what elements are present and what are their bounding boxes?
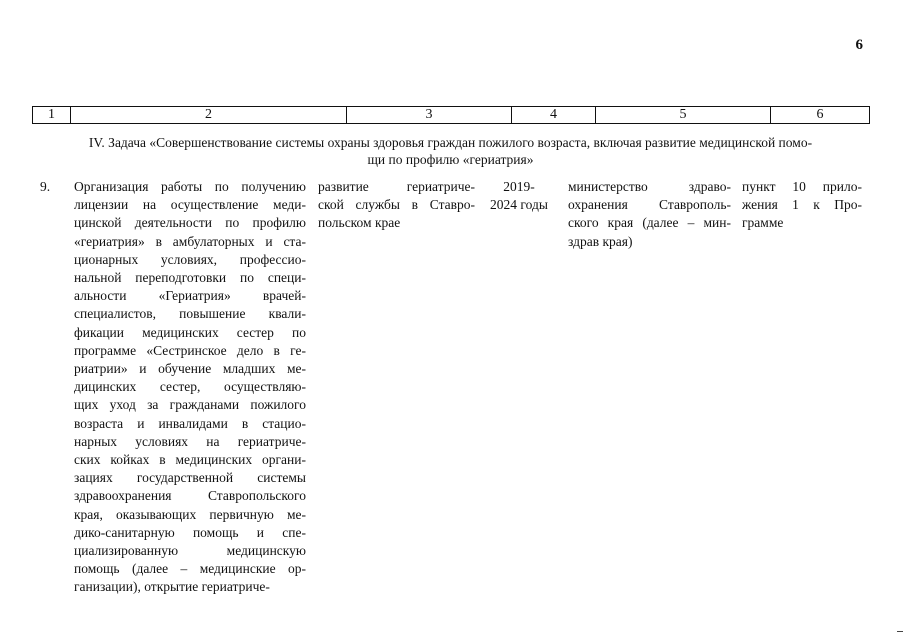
result-line: польском крае — [318, 215, 401, 231]
page-number: 6 — [855, 37, 863, 53]
activity-description — [74, 178, 306, 597]
activity-line: дицинских сестер, осуществляю- — [74, 379, 306, 395]
activity-line: фикации медицинских сестер по — [74, 324, 306, 340]
activity-line: специалистов, повышение квали- — [74, 306, 306, 322]
section-title — [32, 134, 869, 168]
executor-line: ского края (далее – мин- — [568, 215, 731, 231]
activity-line: риатрии» и обучение младших ме- — [74, 361, 306, 377]
result-line: развитие гериатриче- — [318, 179, 475, 194]
column-number-4: 4 — [512, 107, 596, 124]
reference-line: грамме — [742, 215, 784, 231]
column-number-2: 2 — [71, 107, 347, 124]
activity-line: ционарных условиях, профессио- — [74, 251, 306, 267]
activity-line: ских койках в медицинских органи- — [74, 452, 306, 468]
column-number-3: 3 — [347, 107, 512, 124]
section-title-line: щи по профилю «гериатрия» — [367, 152, 534, 167]
section-title-line: IV. Задача «Совершенствование системы охраны здоровья граждан пожилого возраста, включая развитие медицинской помо- — [88, 135, 813, 150]
period-line: 2024 годы — [490, 197, 548, 213]
activity-line: помощь (далее – медицинские ор- — [74, 561, 306, 577]
executor-line: охранения Ставрополь- — [568, 197, 731, 213]
executor-line: здрав края) — [568, 233, 633, 249]
row-number: 9. — [40, 179, 51, 194]
column-number-5: 5 — [596, 107, 771, 124]
activity-line: края, оказывающих первичную ме- — [74, 506, 306, 522]
activity-line: программе «Сестринское дело в ге- — [74, 342, 306, 358]
activity-line: циализированную медицинскую — [74, 543, 306, 559]
implementation-period — [482, 178, 556, 214]
activity-line: нарных условиях на гериатриче- — [74, 433, 306, 449]
activity-line: «гериатрия» в амбулаторных и ста- — [74, 233, 306, 249]
activity-line: лицензии на осуществление меди- — [74, 197, 306, 213]
column-number-6: 6 — [771, 107, 870, 124]
activity-line: нальной переподготовки по специ- — [74, 270, 306, 286]
activity-line: ганизации), открытие гериатриче- — [74, 579, 270, 595]
reference-line: жения 1 к Про- — [742, 197, 862, 213]
column-number-1: 1 — [33, 107, 71, 124]
activity-line: цинской деятельности по профилю — [74, 215, 306, 231]
column-number-header — [32, 106, 870, 124]
activity-line: Организация работы по получению — [74, 179, 306, 194]
activity-line: возраста и инвалидами в стацио- — [74, 415, 306, 431]
activity-line: зациях государственной системы — [74, 470, 306, 486]
scan-mark — [897, 629, 903, 632]
activity-line: альности «Гериатрия» врачей- — [74, 288, 306, 304]
executor-line: министерство здраво- — [568, 179, 731, 194]
expected-result — [318, 178, 475, 233]
period-line: 2019- — [503, 179, 535, 194]
activity-line: щих уход за гражданами пожилого — [74, 397, 306, 413]
result-line: ской службы в Ставро- — [318, 197, 475, 213]
program-reference — [742, 178, 862, 233]
activity-line: здравоохранения Ставропольского — [74, 488, 306, 504]
activity-line: дико-санитарную помощь и спе- — [74, 524, 306, 540]
reference-line: пункт 10 прило- — [742, 179, 862, 194]
responsible-executor — [568, 178, 731, 251]
